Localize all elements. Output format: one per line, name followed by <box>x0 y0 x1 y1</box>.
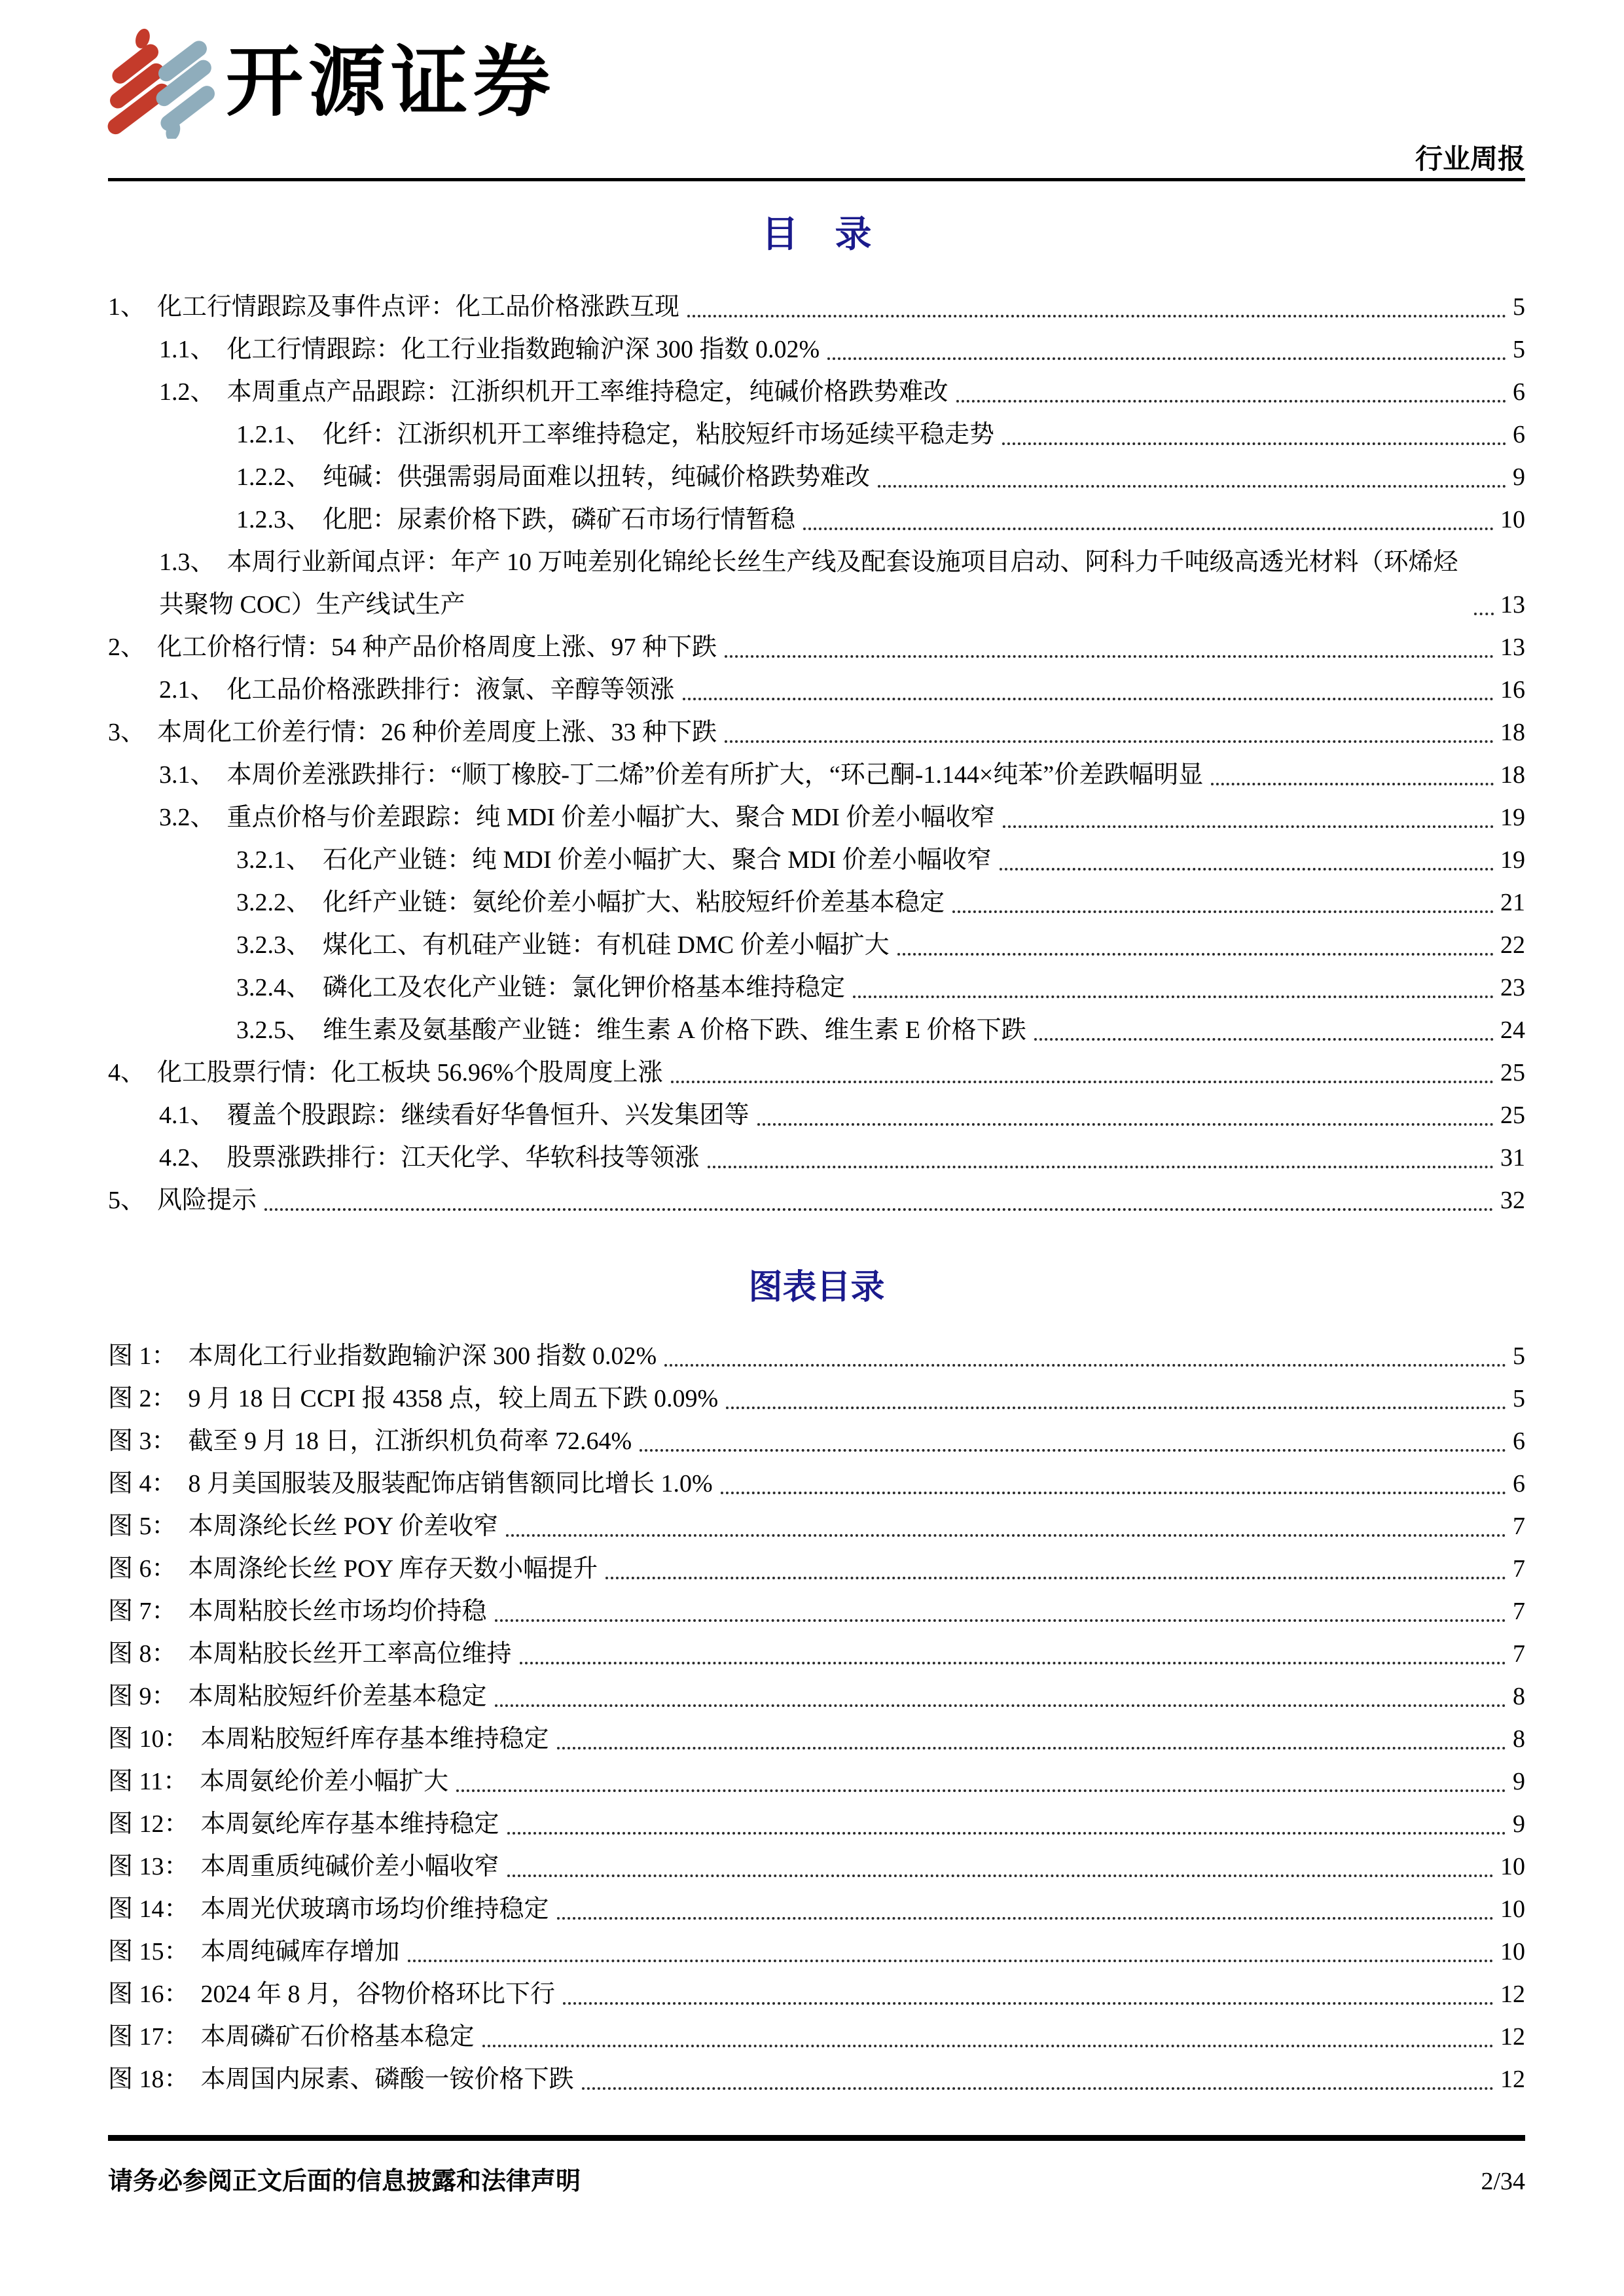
figure-row[interactable] <box>108 1888 1525 1931</box>
toc-entry-text: 重点价格与价差跟踪：纯 MDI 价差小幅扩大、聚合 MDI 价差小幅收窄 <box>226 803 996 831</box>
toc-page-number: 31 <box>1500 1143 1525 1172</box>
toc-page-number: 10 <box>1500 505 1525 533</box>
toc-row[interactable] <box>108 371 1525 414</box>
toc-row[interactable] <box>108 797 1525 839</box>
toc-entry-label: 3.2.3、 <box>236 931 312 959</box>
figure-entry-label: 图 1： <box>108 1342 177 1370</box>
figure-entry-text: 本周光伏玻璃市场均价维持稳定 <box>200 1895 549 1923</box>
figure-entry-label: 图 13： <box>108 1852 189 1880</box>
toc-row[interactable] <box>108 541 1525 626</box>
figure-entry-label: 图 16： <box>108 1980 189 2008</box>
toc-entry-label: 4.2、 <box>159 1143 215 1172</box>
toc-entry-text: 化纤产业链：氨纶价差小幅扩大、粘胶短纤价差基本稳定 <box>323 888 945 916</box>
toc-page-number: 21 <box>1500 888 1525 916</box>
toc-entry <box>236 456 870 499</box>
toc-page-number: 13 <box>1500 590 1525 619</box>
footer-rule <box>108 2135 1525 2141</box>
figure-entry-text: 本周涤纶长丝 POY 库存天数小幅提升 <box>188 1554 598 1583</box>
toc-page-number: 18 <box>1500 718 1525 746</box>
toc-entry-text: 化纤：江浙织机开工率维持稳定，粘胶短纤市场延续平稳走势 <box>323 420 995 448</box>
figure-entry <box>108 1846 499 1888</box>
figure-entry <box>108 1548 598 1590</box>
toc-entry-label: 3.1、 <box>159 761 215 789</box>
toc-row[interactable] <box>108 1009 1525 1052</box>
toc-row[interactable] <box>108 669 1525 711</box>
toc-entry-label: 3.2.5、 <box>236 1016 312 1044</box>
toc-row[interactable] <box>108 1137 1525 1179</box>
figure-row[interactable] <box>108 1548 1525 1590</box>
logo-icon <box>100 26 217 139</box>
toc-row[interactable] <box>108 499 1525 541</box>
toc-row[interactable] <box>108 839 1525 882</box>
figure-entry <box>108 1803 499 1846</box>
figure-entry-text: 本周氨纶价差小幅扩大 <box>200 1767 449 1795</box>
toc-entry <box>108 711 717 754</box>
toc-entry-label: 4.1、 <box>159 1101 215 1129</box>
figure-dot-leader <box>482 2045 1494 2047</box>
toc-entry <box>236 839 992 882</box>
figure-dot-leader <box>557 1747 1506 1749</box>
figure-page-number: 6 <box>1513 1427 1525 1455</box>
figure-dot-leader <box>721 1492 1506 1494</box>
figure-row[interactable] <box>108 1803 1525 1846</box>
figure-entry <box>108 1718 549 1761</box>
figure-entry-text: 本周磷矿石价格基本稳定 <box>200 2022 475 2051</box>
figure-page-number: 9 <box>1513 1767 1525 1795</box>
figure-entry <box>108 1888 549 1931</box>
toc-entry <box>159 1137 700 1179</box>
footer-row <box>108 2161 1525 2197</box>
toc-dot-leader <box>708 1166 1494 1168</box>
figure-entry-text: 2024 年 8 月，谷物价格环比下行 <box>200 1980 556 2008</box>
figure-page-number: 7 <box>1513 1512 1525 1540</box>
toc-entry-text: 化工价格行情：54 种产品价格周度上涨、97 种下跌 <box>157 633 717 661</box>
toc-entry-text: 化工行情跟踪及事件点评：化工品价格涨跌互现 <box>157 293 680 321</box>
toc-page-number: 5 <box>1513 335 1525 363</box>
toc-entry <box>159 669 675 711</box>
figure-page-number: 12 <box>1500 1980 1525 2008</box>
figure-row[interactable] <box>108 1718 1525 1761</box>
figure-page-number: 10 <box>1500 1895 1525 1923</box>
figure-row[interactable] <box>108 2058 1525 2101</box>
toc-row[interactable] <box>108 626 1525 669</box>
figure-row[interactable] <box>108 1931 1525 1973</box>
brand-logo <box>100 26 556 139</box>
toc-entry-label: 5、 <box>108 1186 146 1214</box>
toc-entry-label: 3.2、 <box>159 803 215 831</box>
figure-page-number: 7 <box>1513 1640 1525 1668</box>
toc-row[interactable] <box>108 286 1525 329</box>
toc-row[interactable] <box>108 1094 1525 1137</box>
toc-entry-text: 本周化工价差行情：26 种价差周度上涨、33 种下跌 <box>157 718 717 746</box>
toc-dot-leader <box>725 655 1494 658</box>
figure-dot-leader <box>563 2002 1494 2005</box>
figure-dot-leader <box>582 2087 1494 2090</box>
toc-dot-leader <box>683 698 1494 700</box>
toc-row[interactable] <box>108 882 1525 924</box>
toc-entry-label: 3、 <box>108 718 146 746</box>
toc-entry-text: 本周价差涨跌排行：“顺丁橡胶-丁二烯”价差有所扩大，“环己酮-1.144×纯苯”价差跌幅明显 <box>226 761 1204 789</box>
toc-dot-leader <box>1000 868 1494 870</box>
toc-entry-text: 化工品价格涨跌排行：液氯、辛醇等领涨 <box>226 675 675 704</box>
toc-page-number: 5 <box>1513 293 1525 321</box>
toc-page-number: 25 <box>1500 1101 1525 1129</box>
toc-entry <box>159 1094 749 1137</box>
toc-row[interactable] <box>108 1179 1525 1222</box>
figure-page-number: 5 <box>1513 1342 1525 1370</box>
figure-page-number: 7 <box>1513 1554 1525 1583</box>
figure-entry-label: 图 7： <box>108 1597 177 1625</box>
figure-dot-leader <box>506 1534 1506 1537</box>
toc-row[interactable] <box>108 456 1525 499</box>
toc-entry <box>236 924 890 967</box>
figure-entry-text: 截至 9 月 18 日，江浙织机负荷率 72.64% <box>188 1427 632 1455</box>
figure-dot-leader <box>408 1960 1494 1962</box>
footer-disclaimer: 请务必参阅正文后面的信息披露和法律声明 <box>108 2168 581 2195</box>
figure-row[interactable] <box>108 2016 1525 2058</box>
figure-entry-text: 本周涤纶长丝 POY 价差收窄 <box>188 1512 499 1540</box>
figure-page-number: 6 <box>1513 1469 1525 1498</box>
figure-entry-label: 图 11： <box>108 1767 189 1795</box>
toc-entry-text: 石化产业链：纯 MDI 价差小幅扩大、聚合 MDI 价差小幅收窄 <box>323 846 992 874</box>
toc-entry <box>108 286 679 329</box>
figure-row[interactable] <box>108 1335 1525 1378</box>
figure-dot-leader <box>495 1704 1506 1707</box>
figure-row[interactable] <box>108 1973 1525 2016</box>
toc-entry-text: 本周重点产品跟踪：江浙织机开工率维持稳定，纯碱价格跌势难改 <box>226 378 948 406</box>
toc-row[interactable] <box>108 711 1525 754</box>
toc-page-number: 6 <box>1513 420 1525 448</box>
toc-entry-label: 1.2.2、 <box>236 463 312 491</box>
toc-entry <box>108 626 717 669</box>
toc-entry <box>159 541 1466 626</box>
figure-page-number: 8 <box>1513 1725 1525 1753</box>
figure-row[interactable] <box>108 1633 1525 1676</box>
toc-row[interactable] <box>108 414 1525 456</box>
figure-dot-leader <box>456 1789 1506 1792</box>
toc-dot-leader <box>1211 783 1494 785</box>
toc-page-number: 19 <box>1500 846 1525 874</box>
report-type-label: 行业周报 <box>1415 145 1525 175</box>
toc-entry-label: 2、 <box>108 633 146 661</box>
toc-row[interactable] <box>108 329 1525 371</box>
toc-entry-text: 维生素及氨基酸产业链：维生素 A 价格下跌、维生素 E 价格下跌 <box>323 1016 1026 1044</box>
figure-row[interactable] <box>108 1505 1525 1548</box>
toc-page-number: 13 <box>1500 633 1525 661</box>
toc-dot-leader <box>803 528 1494 530</box>
toc-page-number: 9 <box>1513 463 1525 491</box>
toc-dot-leader <box>878 485 1506 488</box>
figure-row[interactable] <box>108 1676 1525 1718</box>
figure-entry <box>108 2016 475 2058</box>
figure-entry-text: 9 月 18 日 CCPI 报 4358 点，较上周五下跌 0.09% <box>188 1384 719 1412</box>
toc-entry <box>159 371 948 414</box>
figure-entry-text: 8 月美国服装及服装配饰店销售额同比增长 1.0% <box>188 1469 713 1498</box>
toc-entry-text: 化肥：尿素价格下跌，磷矿石市场行情暂稳 <box>323 505 796 533</box>
figure-row[interactable] <box>108 1761 1525 1803</box>
toc-entry-label: 1.2.1、 <box>236 420 312 448</box>
page-content <box>108 0 1525 2101</box>
toc-entry-label: 1、 <box>108 293 146 321</box>
figure-entry-label: 图 2： <box>108 1384 177 1412</box>
figure-entry-label: 图 5： <box>108 1512 177 1540</box>
figure-entry-text: 本周粘胶长丝市场均价持稳 <box>188 1597 487 1625</box>
figure-row[interactable] <box>108 1463 1525 1505</box>
figure-dot-leader <box>726 1407 1506 1409</box>
figure-entry-text: 本周粘胶短纤价差基本稳定 <box>188 1682 487 1710</box>
toc-entry <box>236 499 795 541</box>
toc-page-number: 32 <box>1500 1186 1525 1214</box>
figures-title: 图表目录 <box>748 1268 885 1306</box>
toc-dot-leader <box>1002 442 1506 445</box>
figure-row[interactable] <box>108 1378 1525 1420</box>
toc-page-number: 6 <box>1513 378 1525 406</box>
toc-dot-leader <box>827 357 1506 360</box>
figure-page-number: 9 <box>1513 1810 1525 1838</box>
figure-entry-label: 图 12： <box>108 1810 189 1838</box>
figures-list <box>108 1335 1525 2101</box>
toc-dot-leader <box>1003 825 1494 828</box>
figure-page-number: 10 <box>1500 1937 1525 1965</box>
toc-entry-text: 风险提示 <box>157 1186 257 1214</box>
toc-entry <box>159 754 1203 797</box>
toc-entry <box>108 1179 257 1222</box>
toc-entry-label: 1.2、 <box>159 378 215 406</box>
toc-dot-leader <box>897 953 1494 956</box>
page-header <box>108 0 1525 181</box>
toc-entry-label: 3.2.2、 <box>236 888 312 916</box>
figure-dot-leader <box>605 1577 1506 1579</box>
toc-entry-label: 2.1、 <box>159 675 215 704</box>
toc-row[interactable] <box>108 754 1525 797</box>
figure-entry <box>108 1335 657 1378</box>
figure-entry <box>108 1590 487 1633</box>
toc-list <box>108 286 1525 1222</box>
figure-entry <box>108 1931 400 1973</box>
toc-dot-leader <box>725 740 1494 743</box>
figure-entry <box>108 1676 487 1718</box>
figure-dot-leader <box>640 1449 1506 1452</box>
toc-entry-label: 3.2.1、 <box>236 846 312 874</box>
toc-entry-text: 磷化工及农化产业链：氯化钾价格基本维持稳定 <box>323 973 846 1001</box>
figure-dot-leader <box>520 1662 1506 1664</box>
figure-entry <box>108 1463 713 1505</box>
figure-dot-leader <box>507 1832 1506 1835</box>
toc-dot-leader <box>952 910 1494 913</box>
figure-entry <box>108 1633 512 1676</box>
figure-entry-text: 本周氨纶库存基本维持稳定 <box>200 1810 499 1838</box>
figure-entry <box>108 1505 498 1548</box>
toc-entry <box>236 967 845 1009</box>
toc-entry-text: 化工股票行情：化工板块 56.96%个股周度上涨 <box>157 1058 663 1086</box>
toc-entry <box>236 1009 1026 1052</box>
figure-page-number: 7 <box>1513 1597 1525 1625</box>
figure-entry-text: 本周化工行业指数跑输沪深 300 指数 0.02% <box>188 1342 657 1370</box>
figure-dot-leader <box>507 1874 1494 1877</box>
figure-entry-label: 图 3： <box>108 1427 177 1455</box>
toc-dot-leader <box>1474 613 1494 615</box>
figure-dot-leader <box>557 1917 1494 1920</box>
figure-page-number: 5 <box>1513 1384 1525 1412</box>
toc-entry-label: 1.3、 <box>159 548 215 576</box>
toc-entry-label: 1.1、 <box>159 335 215 363</box>
toc-dot-leader <box>956 400 1506 403</box>
toc-dot-leader <box>687 315 1506 317</box>
figure-entry-text: 本周国内尿素、磷酸一铵价格下跌 <box>200 2065 574 2093</box>
toc-entry-text: 覆盖个股跟踪：继续看好华鲁恒升、兴发集团等 <box>226 1101 749 1129</box>
figure-entry-label: 图 4： <box>108 1469 177 1498</box>
figure-entry <box>108 1973 555 2016</box>
toc-page-number: 22 <box>1500 931 1525 959</box>
figure-entry <box>108 1761 448 1803</box>
figure-entry-text: 本周粘胶短纤库存基本维持稳定 <box>200 1725 549 1753</box>
toc-page-number: 18 <box>1500 761 1525 789</box>
figure-page-number: 10 <box>1500 1852 1525 1880</box>
figure-dot-leader <box>495 1619 1506 1622</box>
toc-entry-label: 1.2.3、 <box>236 505 312 533</box>
figure-entry-label: 图 10： <box>108 1725 189 1753</box>
toc-page-number: 24 <box>1500 1016 1525 1044</box>
figure-row[interactable] <box>108 1590 1525 1633</box>
toc-dot-leader <box>853 996 1494 998</box>
toc-entry <box>108 1052 663 1094</box>
toc-entry <box>236 414 994 456</box>
figure-entry-label: 图 18： <box>108 2065 189 2093</box>
figure-entry-label: 图 15： <box>108 1937 189 1965</box>
header-rule <box>108 178 1525 181</box>
toc-page-number: 25 <box>1500 1058 1525 1086</box>
toc-entry <box>236 882 945 924</box>
toc-entry-text: 煤化工、有机硅产业链：有机硅 DMC 价差小幅扩大 <box>323 931 890 959</box>
figure-entry-text: 本周重质纯碱价差小幅收窄 <box>200 1852 499 1880</box>
toc-title: 目 录 <box>761 215 872 255</box>
figure-dot-leader <box>664 1364 1506 1367</box>
toc-row[interactable] <box>108 967 1525 1009</box>
toc-row[interactable] <box>108 924 1525 967</box>
toc-row[interactable] <box>108 1052 1525 1094</box>
figure-page-number: 12 <box>1500 2065 1525 2093</box>
figure-entry <box>108 1378 718 1420</box>
figure-entry-text: 本周纯碱库存增加 <box>200 1937 400 1965</box>
toc-entry <box>159 797 995 839</box>
figure-entry-label: 图 9： <box>108 1682 177 1710</box>
toc-entry-text: 本周行业新闻点评：年产 10 万吨差别化锦纶长丝生产线及配套设施项目启动、阿科力千吨级高透光材料（环烯烃共聚物 COC）生产线试生产 <box>159 548 1458 619</box>
toc-dot-leader <box>757 1123 1494 1126</box>
figure-entry-text: 本周粘胶长丝开工率高位维持 <box>188 1640 512 1668</box>
figure-entry-label: 图 14： <box>108 1895 189 1923</box>
figure-row[interactable] <box>108 1420 1525 1463</box>
toc-entry <box>159 329 820 371</box>
page-footer <box>108 2135 1525 2197</box>
toc-entry-label: 4、 <box>108 1058 146 1086</box>
figure-entry <box>108 1420 632 1463</box>
figure-page-number: 8 <box>1513 1682 1525 1710</box>
toc-entry-text: 化工行情跟踪：化工行业指数跑输沪深 300 指数 0.02% <box>226 335 820 363</box>
toc-page-number: 16 <box>1500 675 1525 704</box>
logo-wordmark: 开源证券 <box>226 39 556 126</box>
footer-page-number: 2/34 <box>1481 2168 1525 2195</box>
figure-row[interactable] <box>108 1846 1525 1888</box>
figure-entry-label: 图 8： <box>108 1640 177 1668</box>
toc-dot-leader <box>264 1208 1494 1211</box>
figure-page-number: 12 <box>1500 2022 1525 2051</box>
toc-entry-text: 纯碱：供强需弱局面难以扭转，纯碱价格跌势难改 <box>323 463 871 491</box>
toc-entry-text: 股票涨跌排行：江天化学、华软科技等领涨 <box>226 1143 700 1172</box>
figure-entry <box>108 2058 574 2101</box>
figure-entry-label: 图 17： <box>108 2022 189 2051</box>
toc-dot-leader <box>1034 1038 1494 1041</box>
toc-entry-label: 3.2.4、 <box>236 973 312 1001</box>
toc-page-number: 23 <box>1500 973 1525 1001</box>
toc-dot-leader <box>671 1081 1494 1083</box>
toc-page-number: 19 <box>1500 803 1525 831</box>
figure-entry-label: 图 6： <box>108 1554 177 1583</box>
